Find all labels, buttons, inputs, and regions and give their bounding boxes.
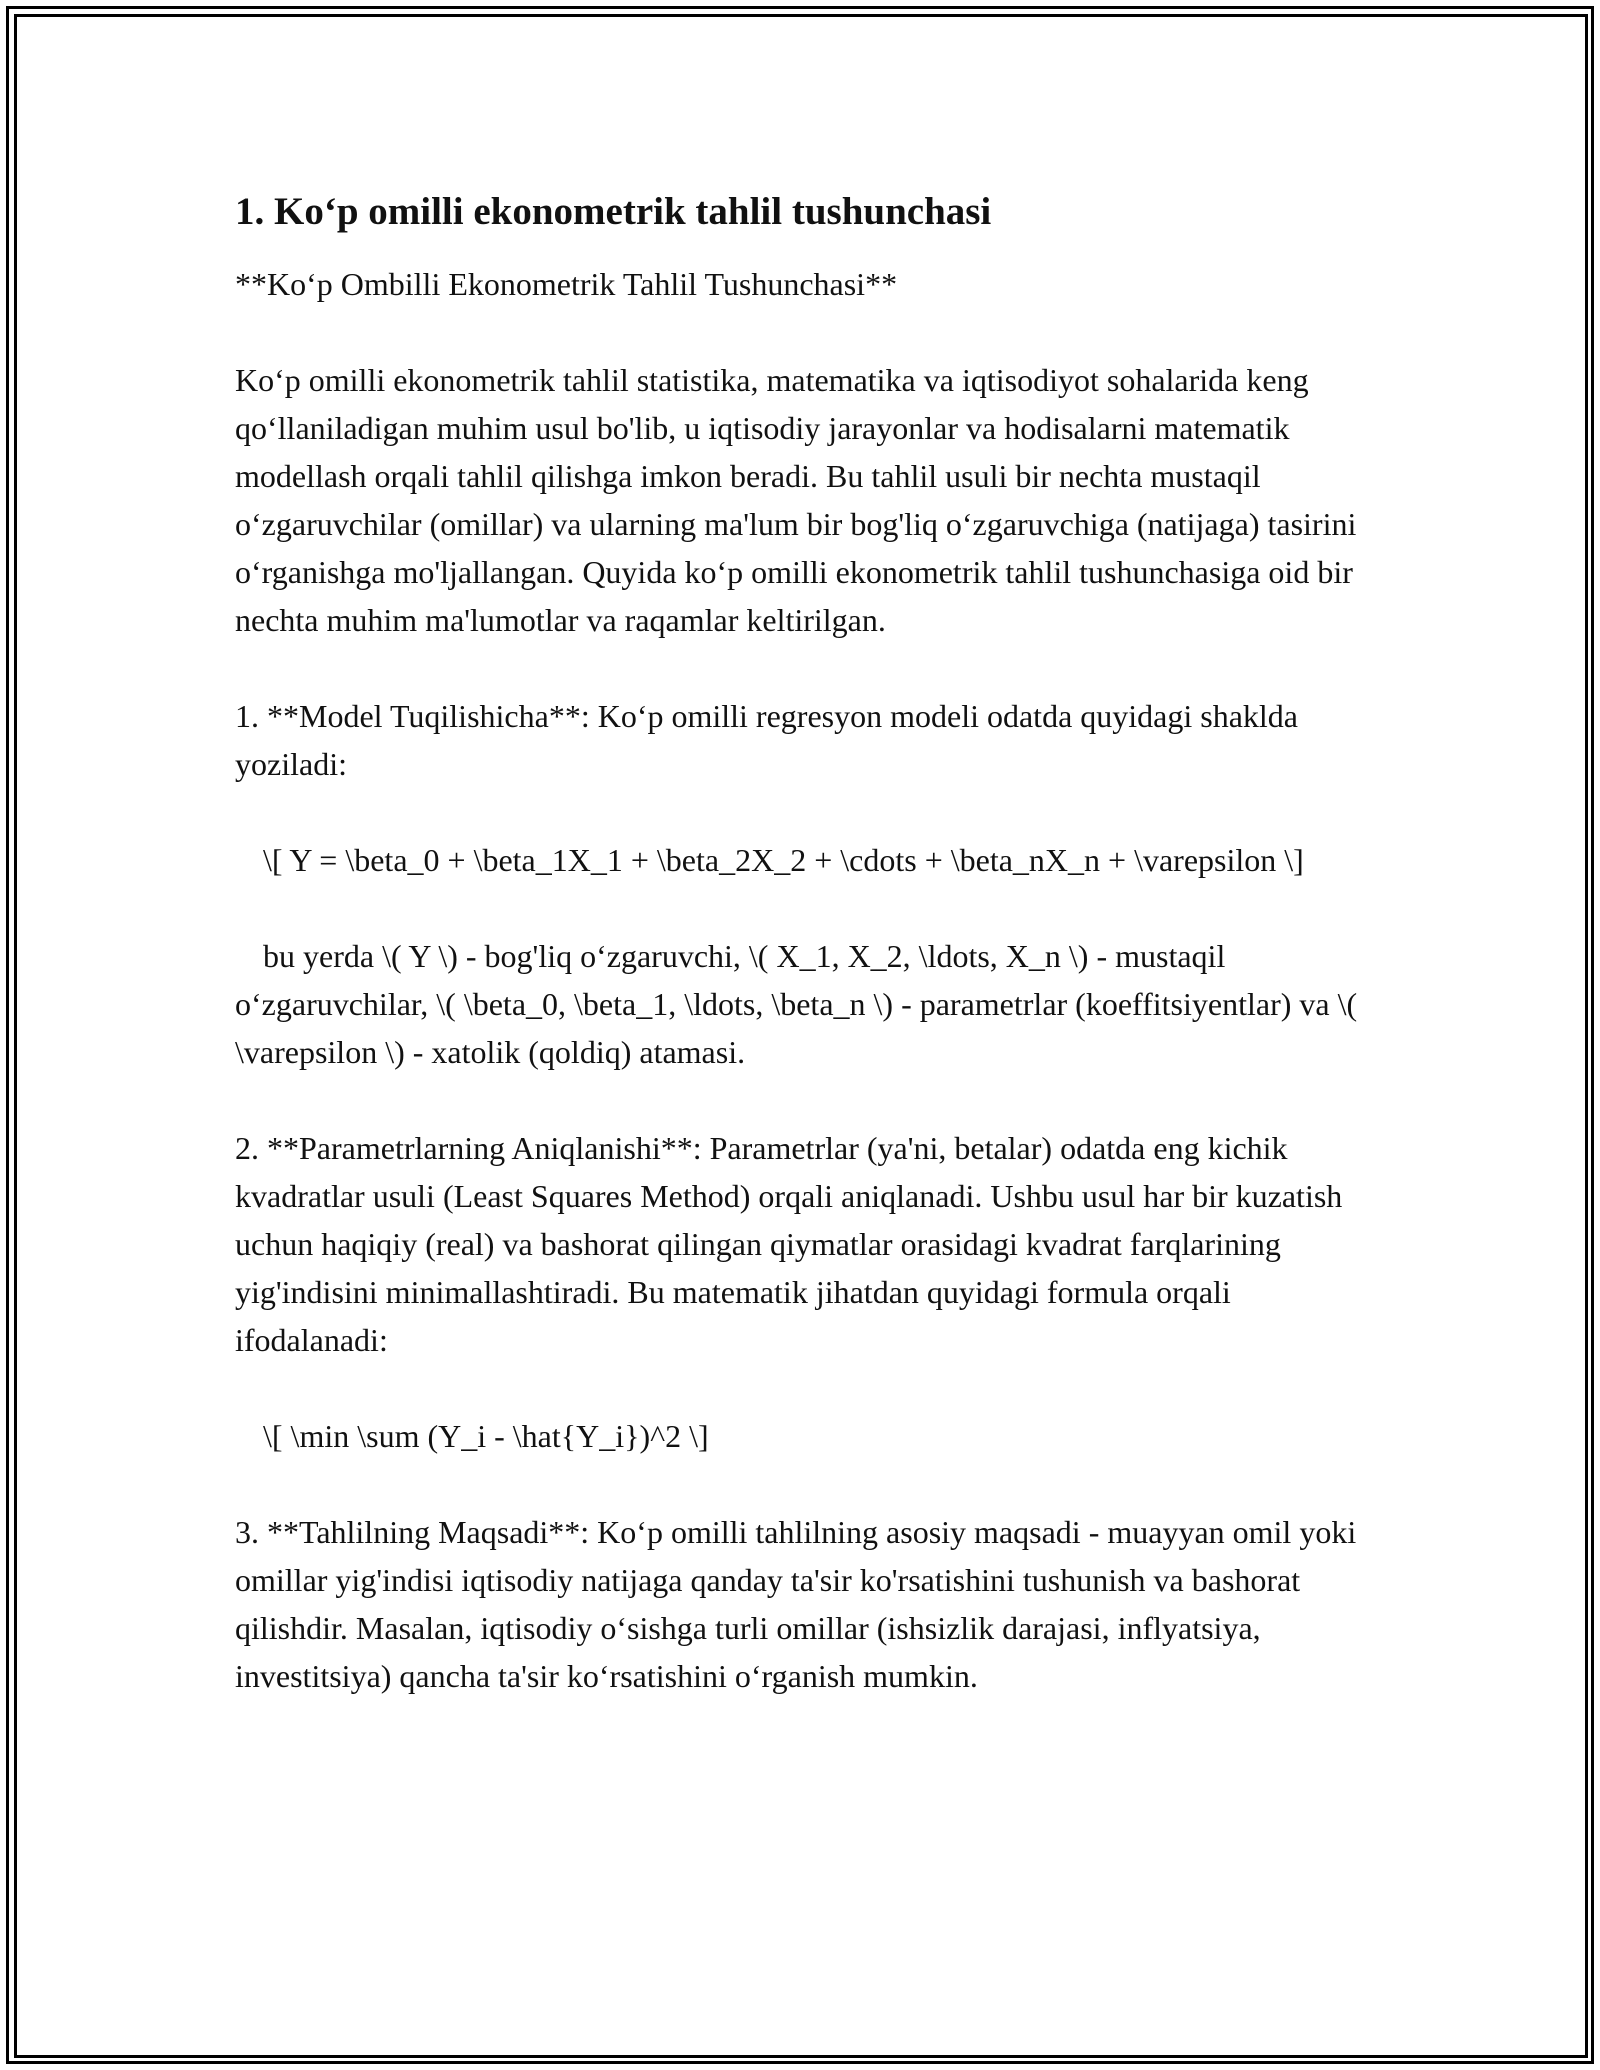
paragraph-intro: Ko‘p omilli ekonometrik tahlil statistika, matematika va iqtisodiyot sohalarida keng qo‘llaniladigan muhim usul bo'lib, u iqtisodiy jarayonlar va hodisalarni matematik modellash orqali tahlil qilishga imkon beradi. Bu tahlil usuli bir nechta mustaqil o‘zgaruvchilar (omillar) va ularning ma'lum bir bog'liq o‘zgaruvchiga (natijaga) tasirini o‘rganishga mo'ljallangan. Quyida ko‘p omilli ekonometrik tahlil tushunchasiga oid bir nechta muhim ma'lumotlar va raqamlar keltirilgan. xyxy=(235,362,1357,638)
document-body xyxy=(235,186,1370,1748)
paragraph-model-formula: \[ Y = \beta_0 + \beta_1X_1 + \beta_2X_2 + \cdots + \beta_nX_n + \varepsilon \] xyxy=(263,842,1304,878)
paragraph-model-explanation: bu yerda \( Y \) - bog'liq o‘zgaruvchi, \( X_1, X_2, \ldots, X_n \) - mustaqil o‘zgaruvchilar, \( \beta_0, \beta_1, \ldots, \beta_n \) - parametrlar (koeffitsiyentlar) va \( \varepsilon \) - xatolik (qoldiq) atamasi. xyxy=(235,938,1358,1070)
paragraph-model: 1. **Model Tuqilishicha**: Ko‘p omilli regresyon modeli odatda quyidagi shaklda yoziladi: xyxy=(235,698,1298,782)
paragraph-least-squares-formula: \[ \min \sum (Y_i - \hat{Y_i})^2 \] xyxy=(263,1418,709,1454)
paragraph-parameters: 2. **Parametrlarning Aniqlanishi**: Parametrlar (ya'ni, betalar) odatda eng kichik kvadratlar usuli (Least Squares Method) orqali aniqlanadi. Ushbu usul har bir kuzatish uchun haqiqiy (real) va bashorat qilingan qiymatlar orasidagi kvadrat farqlarining yig'indisini minimallashtiradi. Bu matematik jihatdan quyidagi formula orqali ifodalanadi: xyxy=(235,1130,1343,1358)
paragraph-subtitle: **Ko‘p Ombilli Ekonometrik Tahlil Tushunchasi** xyxy=(235,266,898,302)
section-heading: 1. Ko‘p omilli ekonometrik tahlil tushunchasi xyxy=(235,190,992,233)
paragraph-purpose: 3. **Tahlilning Maqsadi**: Ko‘p omilli tahlilning asosiy maqsadi - muayyan omil yoki omillar yig'indisi iqtisodiy natijaga qanday ta'sir ko'rsatishini tushunish va bashorat qilishdir. Masalan, iqtisodiy o‘sishga turli omillar (ishsizlik darajasi, inflyatsiya, investitsiya) qancha ta'sir ko‘rsatishini o‘rganish mumkin. xyxy=(235,1514,1357,1694)
